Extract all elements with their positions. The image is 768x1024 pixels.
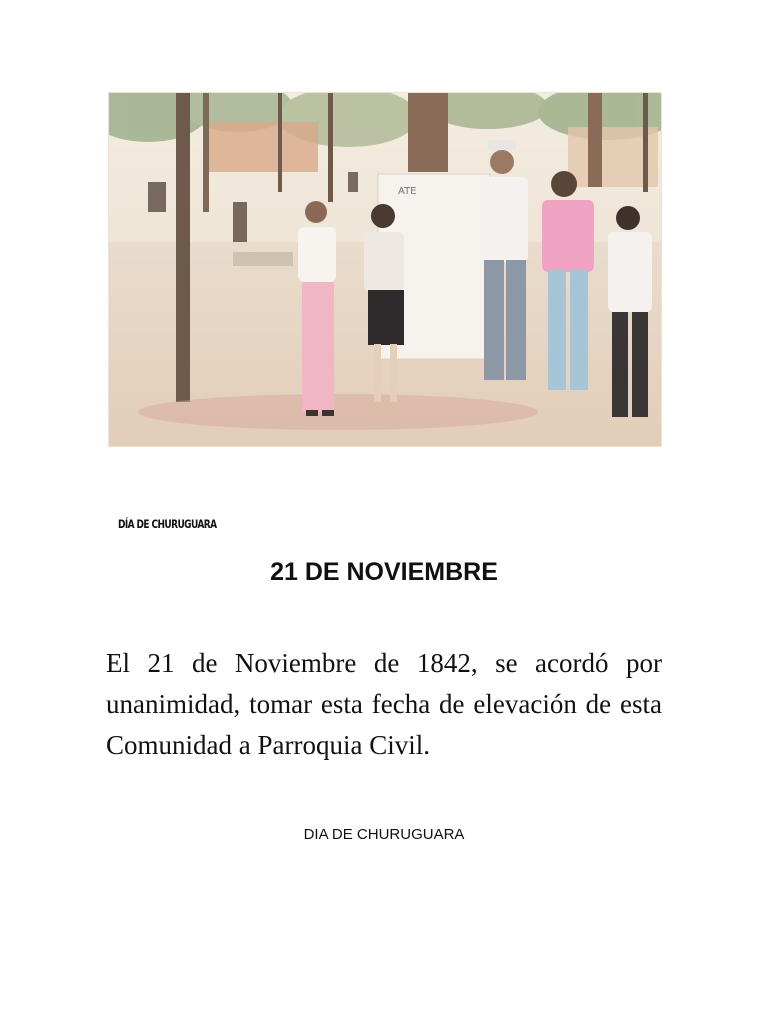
page-heading: 21 DE NOVIEMBRE	[270, 558, 498, 586]
body-paragraph: El 21 de Noviembre de 1842, se acordó por unanimidad, tomar esta fecha de elevación de esta Comunidad a Parroquia Civil.	[106, 648, 662, 760]
sign-text: ATE	[398, 186, 417, 197]
small-caption: DÍA DE CHURUGUARA	[118, 519, 217, 532]
person-girl-pink-pants	[298, 201, 336, 416]
plaza-photo-illustration	[108, 92, 662, 447]
footer-label: DIA DE CHURUGUARA	[303, 826, 465, 843]
bench	[233, 252, 293, 266]
background-building	[208, 122, 318, 172]
plaza-group-photo	[108, 92, 662, 447]
